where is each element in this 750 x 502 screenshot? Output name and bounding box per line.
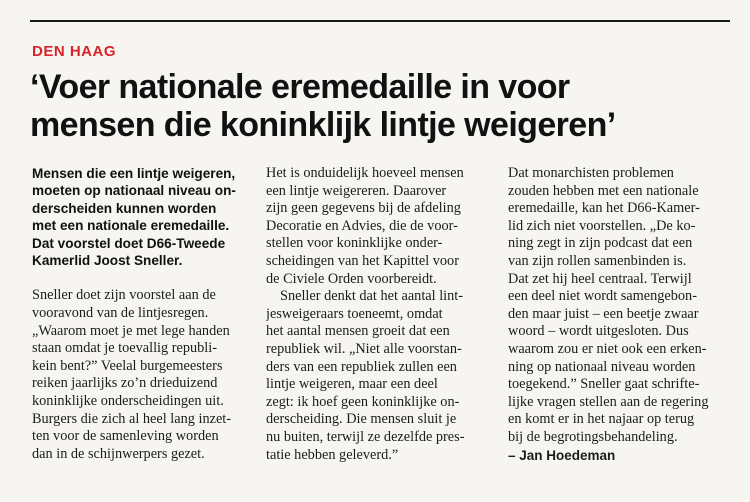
body-line: en komt er in het najaar op terug: [508, 411, 695, 428]
column-1: [32, 165, 252, 463]
lead-line: met een nationale eremedaille.: [32, 218, 230, 234]
body-line: derscheiding. Die mensen sluit je: [266, 411, 457, 428]
body-line: waarom zou er niet ook een erken-: [508, 340, 707, 357]
body-line: ten voor de samenleving worden: [32, 428, 219, 445]
body-line: eremedaille, kan het D66-Kamer-: [508, 200, 700, 217]
body-line: Dat zet hij heel centraal. Terwijl: [508, 270, 692, 287]
body-line: kein bent?” Veelal burgemeesters: [32, 357, 223, 374]
body-line: een deel niet wordt samengebon-: [508, 288, 697, 305]
body-line: „Waarom moet je met lege handen: [32, 322, 230, 339]
body-paragraph: [508, 165, 722, 447]
body-line: den maar juist – een beetje zwaar: [508, 305, 699, 322]
body-line: lid zich niet voorstellen. „De ko-: [508, 217, 696, 234]
body-line: lijke vragen stellen aan de regering: [508, 393, 709, 410]
lead-line: Mensen die een lintje weigeren,: [32, 166, 236, 181]
body-line: het aantal mensen groeit dat een: [266, 323, 450, 340]
body-line: tatie hebben geleverd.”: [266, 446, 399, 463]
body-line: woord – wordt uitgesloten. Dus: [508, 323, 689, 340]
headline-line: mensen die koninklijk lintje weigeren’: [30, 106, 616, 144]
column-3: [508, 165, 722, 464]
lead-line: Dat voorstel doet D66-Tweede: [32, 235, 226, 251]
body-line: zouden hebben met een nationale: [508, 182, 699, 199]
body-line: nu buiten, terwijl ze dezelfde pres-: [266, 428, 465, 445]
body-line: ning op nationaal niveau worden: [508, 358, 696, 375]
body-line: ning zegt in zijn podcast dat een: [508, 235, 693, 252]
body-line: een lintje weigereren. Daarover: [266, 182, 447, 199]
body-line: bij de begrotingsbehandeling.: [508, 428, 678, 445]
body-paragraph: [32, 287, 252, 463]
body-line: stellen voor koninklijke onder-: [266, 235, 443, 252]
body-line: koninklijke onderscheidingen uit.: [32, 393, 224, 409]
headline-line: ‘Voer nationale eremedaille in voor: [30, 68, 570, 106]
body-line: Burgers die zich al heel lang inzet-: [32, 410, 232, 427]
body-line: Het is onduidelijk hoeveel mensen: [266, 165, 464, 181]
column-2: [266, 165, 486, 464]
kicker-location: DEN HAAG: [32, 43, 117, 60]
body-line: jesweigeraars toeneemt, omdat: [266, 305, 443, 322]
body-line: Sneller doet zijn voorstel aan de: [32, 287, 216, 304]
lead-paragraph: [32, 165, 252, 269]
body-line: Decoratie en Advies, die de voor-: [266, 217, 458, 234]
body-line: vooravond van de lintjesregen.: [32, 305, 209, 322]
top-rule: [30, 20, 730, 22]
body-line: ders van een republiek zullen een: [266, 358, 457, 375]
body-line: toegekend.” Sneller gaat schrifte-: [508, 376, 700, 393]
body-line: scheidingen van het Kapittel voor: [266, 252, 459, 269]
headline: [30, 68, 730, 144]
body-paragraph: [266, 288, 486, 464]
lead-line: moeten op nationaal niveau on-: [32, 183, 236, 199]
body-line: staan omdat je toevallig republi-: [32, 340, 218, 357]
lead-line: Kamerlid Joost Sneller.: [32, 253, 183, 269]
body-line: zijn geen gegevens bij de afdeling: [266, 200, 461, 217]
body-line: dan in de schijnwerpers gezet.: [32, 445, 205, 462]
body-paragraph: [266, 165, 486, 288]
body-line: de Civiele Orden voorbereidt.: [266, 270, 437, 287]
body-line: van zijn rollen samenbinden is.: [508, 252, 687, 269]
body-line: Dat monarchisten problemen: [508, 165, 674, 181]
body-line: republiek wil. „Niet alle voorstan-: [266, 340, 462, 357]
lead-line: derscheiden kunnen worden: [32, 200, 217, 216]
body-line: Sneller denkt dat het aantal lint-: [280, 288, 464, 305]
body-line: reiken jaarlijks zo’n drieduizend: [32, 375, 218, 392]
body-line: zegt: ik hoef geen koninklijke on-: [266, 393, 460, 410]
body-line: lintje weigeren, maar een deel: [266, 376, 438, 393]
author-byline: – Jan Hoedeman: [508, 447, 616, 463]
